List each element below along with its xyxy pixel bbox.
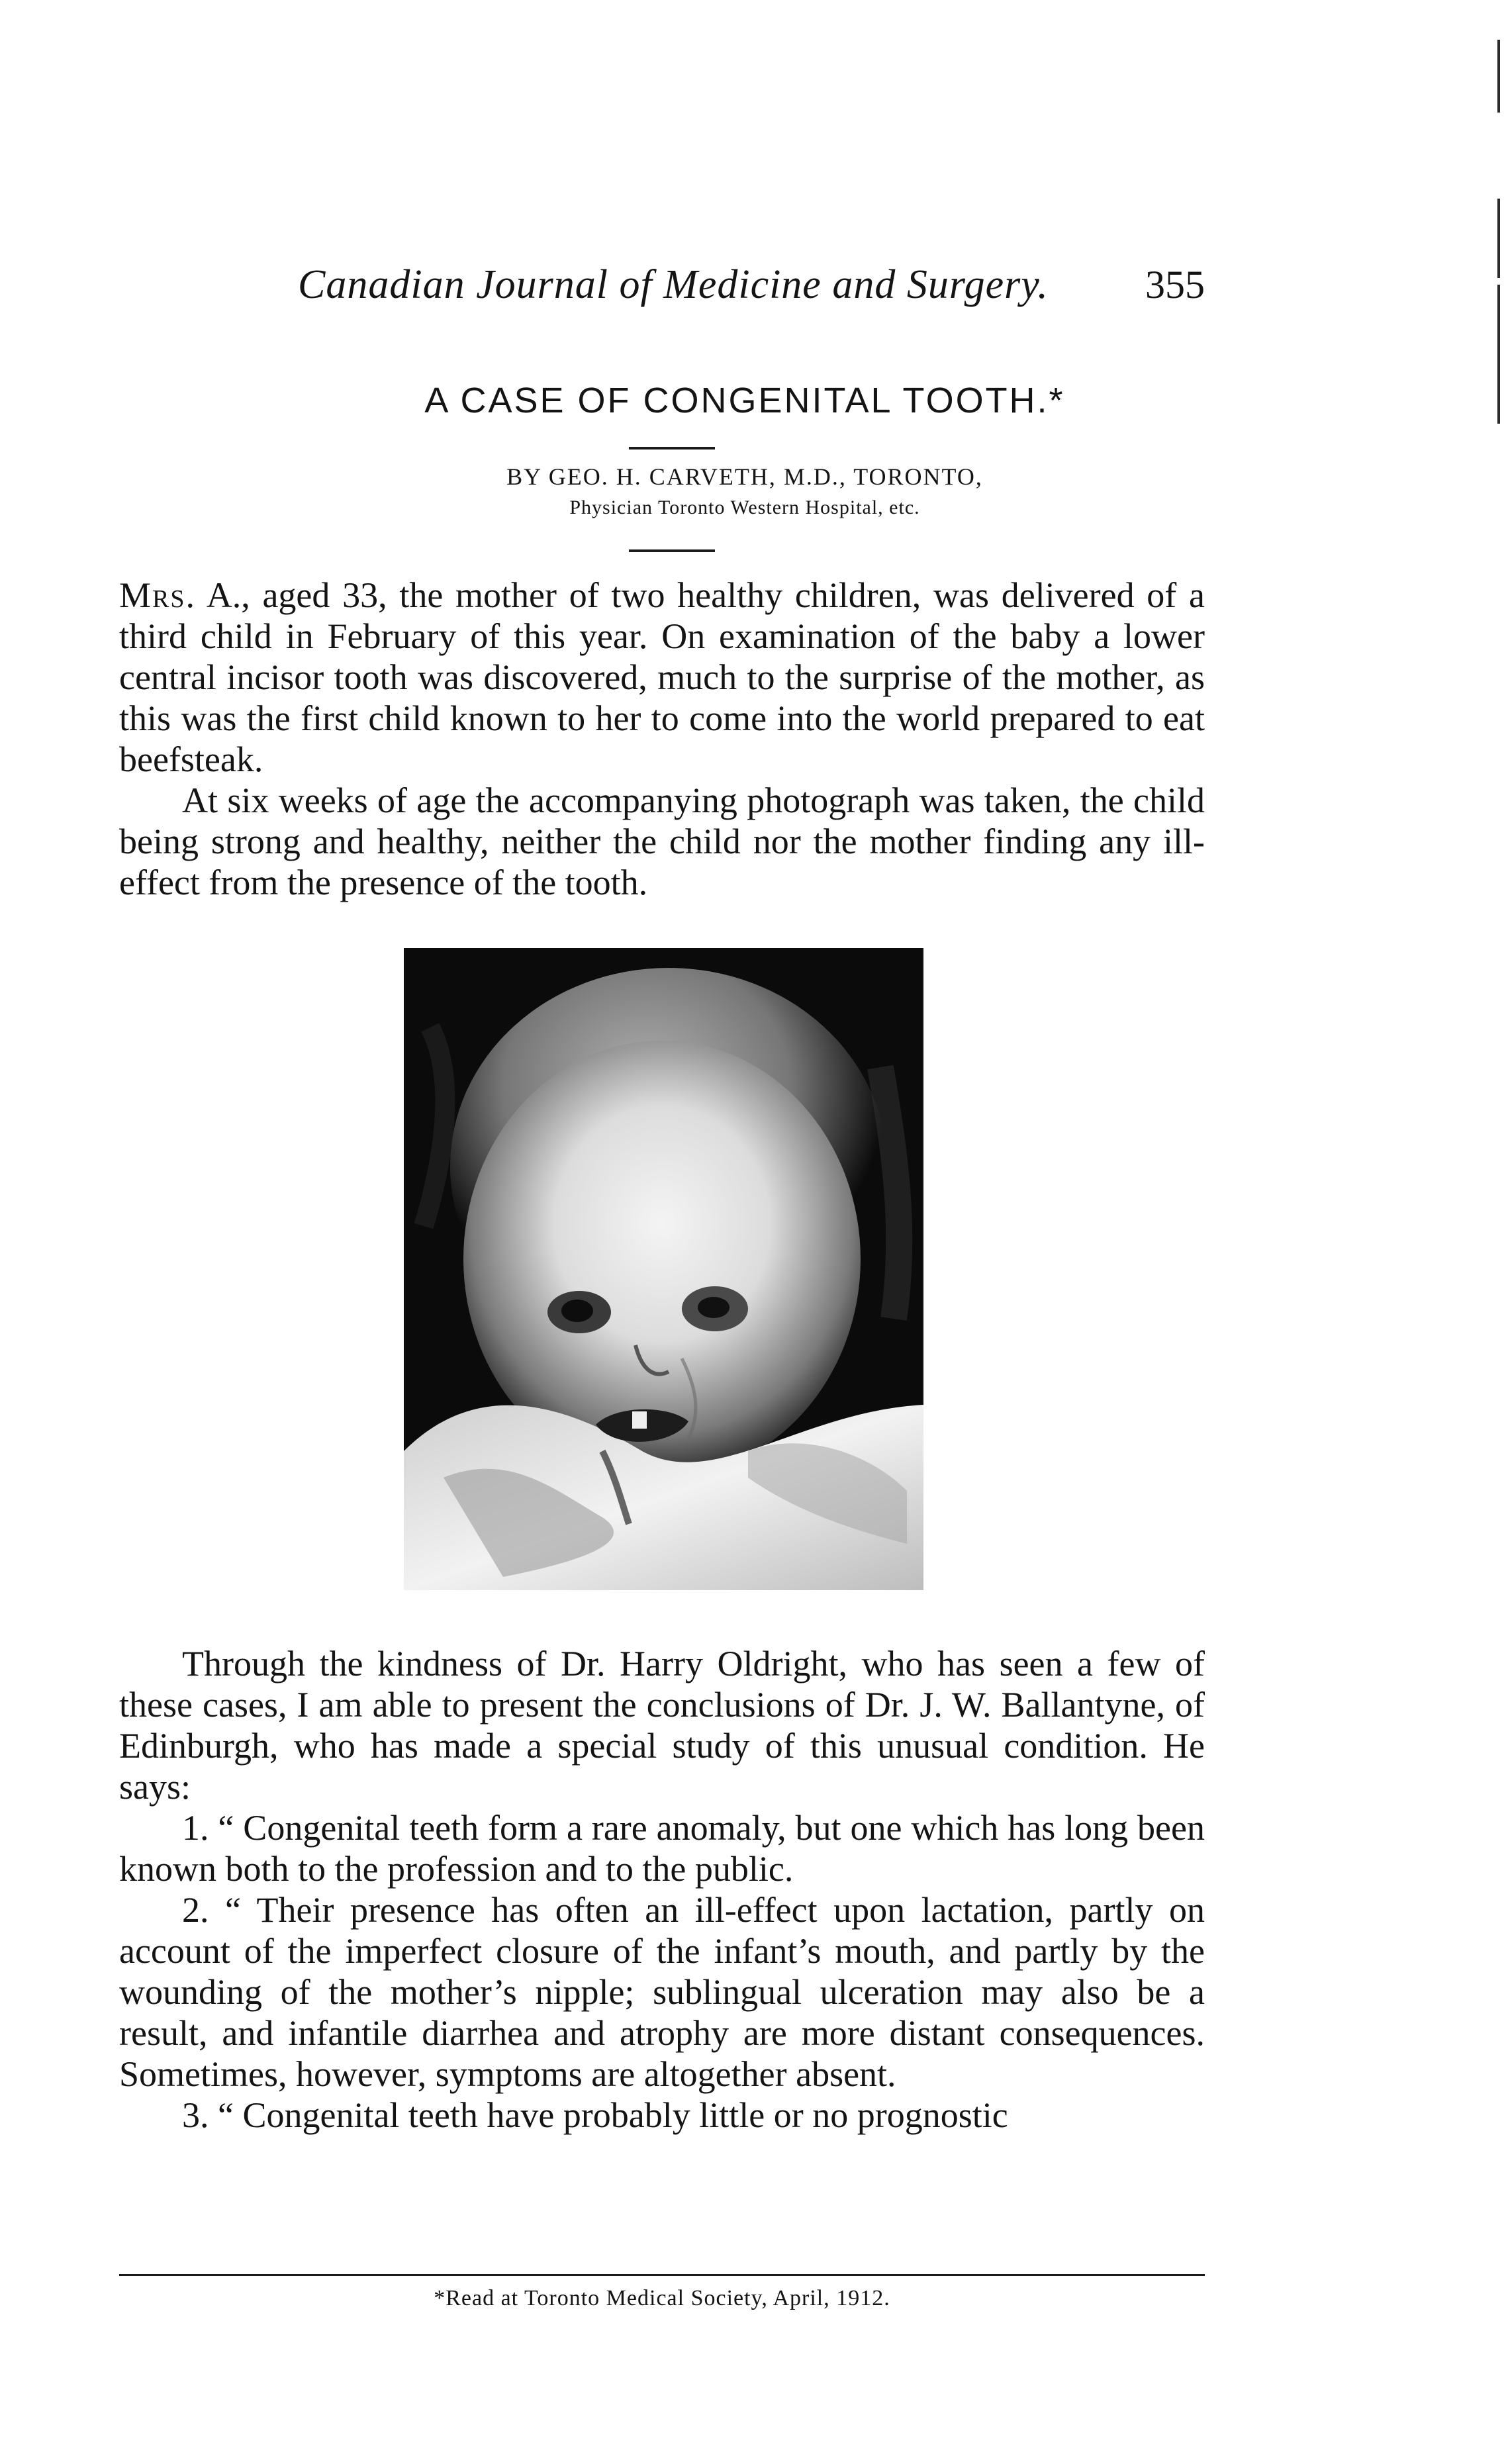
byline-divider bbox=[629, 549, 715, 552]
running-head bbox=[285, 255, 1205, 314]
paragraph: 3. “ Congenital teeth have probably little or no prognostic bbox=[182, 2095, 1008, 2135]
footnote-divider bbox=[119, 2274, 1205, 2276]
author-byline: BY GEO. H. CARVETH, M.D., TORONTO, bbox=[506, 463, 983, 490]
article-title: A CASE OF CONGENITAL TOOTH.* bbox=[424, 381, 1065, 420]
body-text-top bbox=[119, 575, 1205, 903]
scan-edge-mark bbox=[1497, 285, 1500, 424]
paragraph bbox=[119, 575, 1205, 780]
page-number: 355 bbox=[1145, 263, 1205, 307]
scan-edge-mark bbox=[1497, 199, 1500, 278]
photograph-illustration bbox=[404, 948, 923, 1590]
title-divider bbox=[629, 447, 715, 450]
paragraph: At six weeks of age the accompanying photograph was taken, the child being strong and healthy, neither the child nor the mother finding any ill-effect from the presence of the tooth. bbox=[119, 781, 1205, 902]
paragraph: Through the kindness of Dr. Harry Oldright, who has seen a few of these cases, I am able to present the conclusions of Dr. J. W. Ballantyne, of Edinburgh, who has made a special study of this unusual condition. He says: bbox=[119, 1644, 1205, 1807]
scan-edge-mark bbox=[1497, 40, 1500, 113]
footnote: *Read at Toronto Medical Society, April, 1912. bbox=[434, 2286, 890, 2310]
paragraph-text: A., aged 33, the mother of two healthy children, was delivered of a third child in February of this year. On examination of the baby a lower central incisor tooth was discovered, much to the surprise of the mother, as this was the first child known to her to come into the world prepared to eat beefsteak. bbox=[119, 575, 1205, 779]
body-text-bottom bbox=[119, 1643, 1205, 2136]
author-affiliation: Physician Toronto Western Hospital, etc. bbox=[569, 497, 920, 518]
journal-name: Canadian Journal of Medicine and Surgery. bbox=[298, 262, 1049, 307]
paragraph: 1. “ Congenital teeth form a rare anomaly, but one which has long been known both to the profession and to the public. bbox=[119, 1808, 1205, 1889]
paragraph: 2. “ Their presence has often an ill-effect upon lactation, partly on account of the imperfect closure of the infant’s mouth, and partly by the wounding of the mother’s nipple; sublingual ulceration may also be a result, and infantile diarrhea and atrophy are more distant consequences. Sometimes, however, symptoms are altogether absent. bbox=[119, 1890, 1205, 2094]
infant-photograph bbox=[404, 948, 923, 1590]
paragraph-lead: Mrs. bbox=[119, 575, 196, 615]
